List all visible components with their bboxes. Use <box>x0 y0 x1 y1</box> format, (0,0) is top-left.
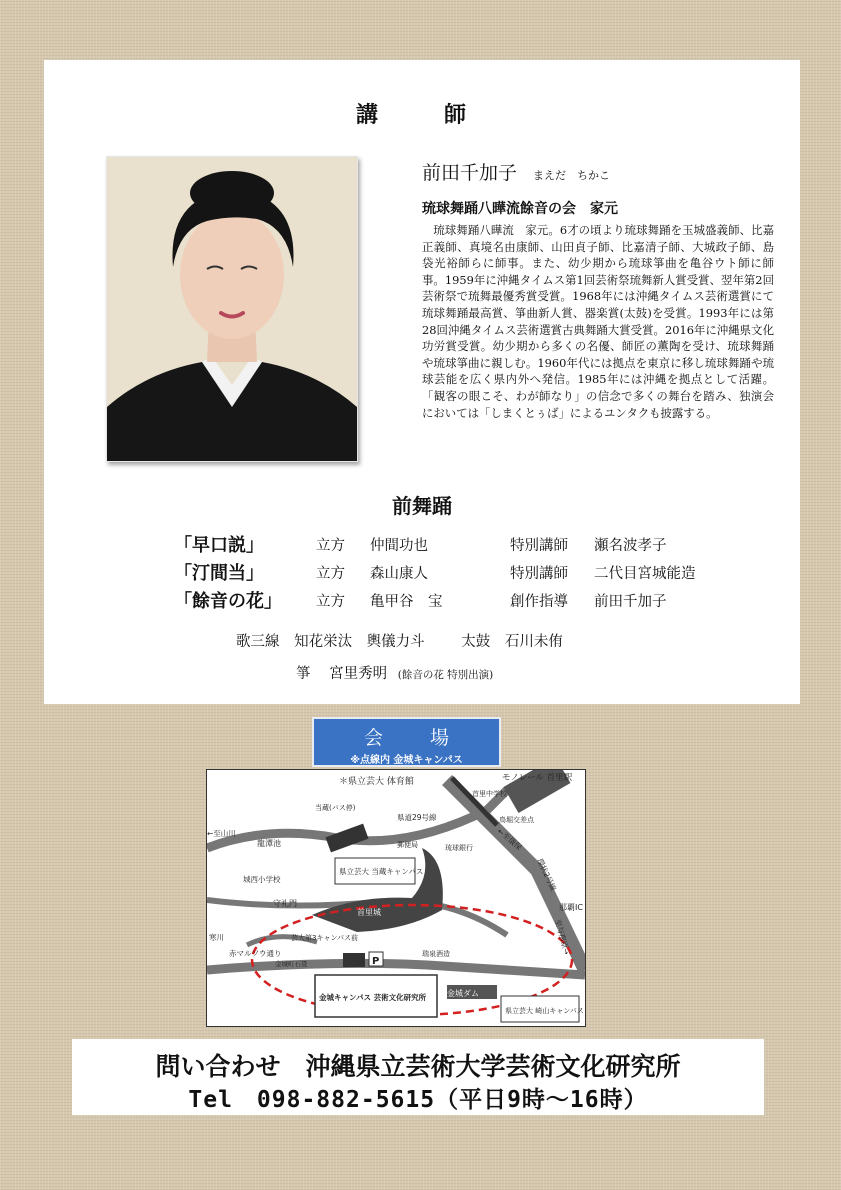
map-label-yamagawa: ←至山川 <box>207 829 236 838</box>
map-label-shureimon: 守礼門 <box>273 899 297 908</box>
program-role: 立方 <box>316 566 345 582</box>
program-performer: 仲間功也 <box>370 538 428 554</box>
map-label-kinjo-dam: 金城ダム <box>447 989 479 998</box>
program-performer: 亀甲谷 宝 <box>370 594 443 610</box>
map-label-ryutan: 龍潭池 <box>257 839 281 848</box>
program-role2: 創作指導 <box>510 594 568 610</box>
tonokura-building <box>325 824 368 853</box>
map-label-parking: P <box>372 956 380 967</box>
map-label-post: 郵便局 <box>397 841 418 849</box>
road-south <box>207 963 585 975</box>
program-role: 立方 <box>316 538 345 554</box>
map-label-gym: ＊県立芸大 体育館 <box>339 777 414 787</box>
venue-map <box>206 769 586 1027</box>
map-label-zuisen: 瑞泉酒造 <box>422 950 450 958</box>
map-label-tonokura-bus: 当蔵(バス停) <box>315 804 356 812</box>
program-person2: 二代目宮城能造 <box>594 566 696 582</box>
program-role2: 特別講師 <box>510 538 568 554</box>
venue-note: ※点線内 金城キャンパス <box>350 755 463 766</box>
map-drawing <box>207 770 585 1026</box>
instructor-panel <box>44 60 800 704</box>
map-label-monorail: モノレール 首里駅 <box>502 773 573 783</box>
map-label-jyonishi: 城西小学校 <box>243 875 281 884</box>
map-label-route29: 県道29号線 <box>397 813 437 822</box>
program-performer: 森山康人 <box>370 566 428 582</box>
map-label-shurijo: 首里城 <box>357 908 381 917</box>
program-role2: 特別講師 <box>510 566 568 582</box>
map-label-bus3: 芸大第3キャンパス前 <box>291 934 358 942</box>
map-label-tonokura-campus: 県立芸大 当蔵キャンパス <box>339 867 424 876</box>
map-label-kinjo-ishi: 金城町石畳 <box>275 960 308 968</box>
map-label-ring2: 環状2号線 <box>535 857 559 893</box>
map-label-kinjo-campus: 金城キャンパス 芸術文化研究所 <box>319 993 427 1002</box>
instructor-photo <box>106 156 358 462</box>
instructor-bio: 琉球舞踊八曄流 家元。6才の頃より琉球舞踊を玉城盛義師、比嘉正義師、真境名由康師、山田貞子師、比嘉清子師、大城政子師、島袋光裕師らに師事。また、幼少期から琉球箏曲を亀谷ウト師に師事。1959年に沖縄タイムス第1回芸術祭琉舞新人賞受賞、翌年第2回芸術祭で琉舞最優秀賞受賞。1968年には沖縄タイムス芸術選賞にて琉球舞踊最高賞、箏曲新人賞、器楽賞(太鼓)を受賞。1993年には第28回沖縄タイムス芸術選賞古典舞踊大賞受賞。2016年に沖縄県文化功労賞受賞。幼少期から多くの名優、師匠の薫陶を受け、琉球舞踊や琉球箏曲に親しむ。1960年代には拠点を東京に移し琉球舞踊や琉球芸能を広く県内外へ発信。1985年には沖縄を拠点として活躍。「観客の眼こそ、わが師なり」の信念で多くの舞台を踏み、独演会においては「しまくとぅば」によるユンタクも披露する。 <box>422 223 774 420</box>
musician-note: (餘音の花 特別出演) <box>397 669 494 681</box>
map-label-naha-ic: 那覇IC <box>559 903 583 912</box>
program-title: 「餘音の花」 <box>174 591 282 612</box>
map-label-akamaruso: 赤マルソウ通り <box>229 949 282 958</box>
program-role: 立方 <box>316 594 345 610</box>
map-label-torihori: 鳥堀交差点 <box>499 816 534 824</box>
instructor-name-row <box>422 158 610 185</box>
contact-phone: Tel 098-882-5615（平日9時～16時） <box>188 1087 648 1113</box>
contact-org: 問い合わせ 沖縄県立芸術大学芸術文化研究所 <box>155 1052 681 1081</box>
musicians-row-2 <box>296 662 493 683</box>
kinjo-building <box>343 953 365 967</box>
portrait-illustration <box>107 157 357 461</box>
musician-names: 宮里秀明 <box>329 666 388 682</box>
musicians-row-1 <box>236 630 563 651</box>
musician-role2: 太鼓 <box>461 634 491 650</box>
musician-names2: 石川未侑 <box>504 634 563 650</box>
pre-dance-heading: 前舞踊 <box>392 494 452 518</box>
map-label-to-shuri: ←至儀保 <box>495 826 524 853</box>
musician-role: 箏 <box>296 666 311 682</box>
instructor-name: 前田千加子 <box>422 162 518 184</box>
program-title: 「汀間当」 <box>174 563 264 584</box>
contact-box <box>72 1039 764 1115</box>
musician-role: 歌三線 <box>236 634 280 650</box>
map-label-shuri-jhs: 首里中学校 <box>472 790 507 798</box>
program-person2: 前田千加子 <box>594 594 667 610</box>
map-label-to-yonabaru: 至与那原→ <box>553 918 572 956</box>
musician-names: 知花栄汰 輿儀力斗 <box>294 634 425 650</box>
map-label-sakiyama: 県立芸大 崎山キャンパス <box>505 1007 584 1015</box>
program-person2: 瀬名波孝子 <box>594 538 667 554</box>
instructor-affiliation: 琉球舞踊八曄流餘音の会 家元 <box>422 201 618 217</box>
venue-heading: 会 場 <box>363 727 463 749</box>
program-title: 「早口説」 <box>174 535 264 556</box>
map-label-ryukyu-bank: 琉球銀行 <box>445 844 473 852</box>
instructor-reading: まえだ ちかこ <box>533 169 611 182</box>
instructor-heading: 講 師 <box>355 103 488 128</box>
map-label-sakugawa: 寒川 <box>209 933 224 942</box>
venue-heading-box <box>312 717 501 767</box>
